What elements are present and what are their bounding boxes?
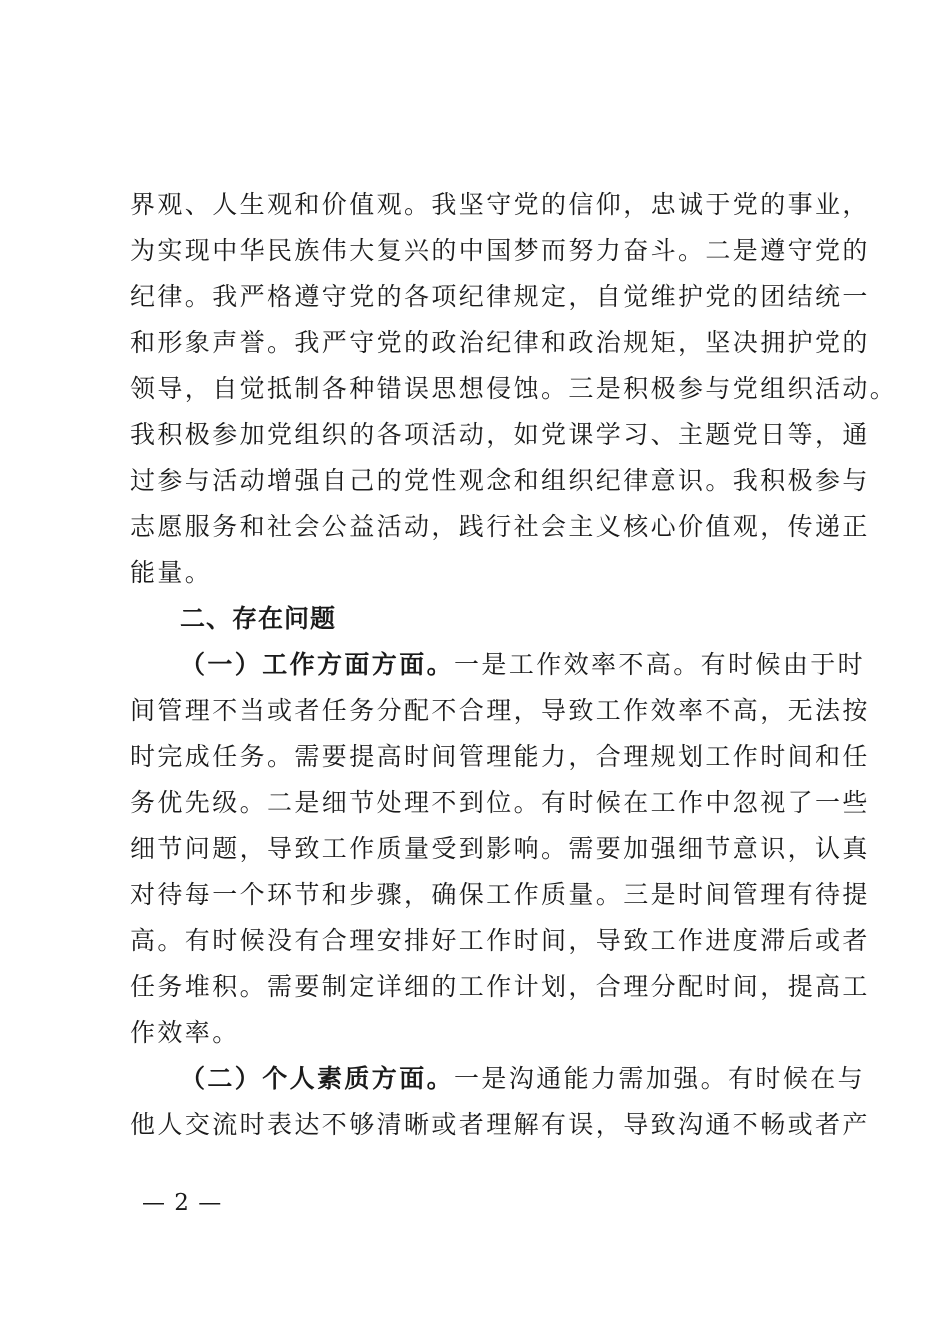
text-line: 对待每一个环节和步骤，确保工作质量。三是时间管理有待提	[130, 880, 870, 909]
paragraph-personal-quality	[130, 1056, 870, 1148]
text-line: 纪律。我严格遵守党的各项纪律规定，自觉维护党的团结统一	[130, 282, 870, 311]
text-line: 过参与活动增强自己的党性观念和组织纪律意识。我积极参与	[130, 466, 870, 495]
text-line: 任务堆积。需要制定详细的工作计划，合理分配时间，提高工	[130, 972, 870, 1001]
text-line: 我积极参加党组织的各项活动，如党课学习、主题党日等，通	[130, 420, 870, 449]
text-line: 他人交流时表达不够清晰或者理解有误，导致沟通不畅或者产	[130, 1110, 870, 1139]
text-line-first	[130, 642, 866, 688]
text-line: 时完成任务。需要提高时间管理能力，合理规划工作时间和任	[130, 742, 870, 771]
document-body	[130, 182, 898, 1148]
text-line: 为实现中华民族伟大复兴的中国梦而努力奋斗。二是遵守党的	[130, 236, 870, 265]
text-line: 界观、人生观和价值观。我坚守党的信仰，忠诚于党的事业，	[130, 190, 870, 219]
text-line: 领导，自觉抵制各种错误思想侵蚀。三是积极参与党组织活动。	[130, 374, 898, 403]
page-number: — 2 —	[142, 1190, 223, 1216]
paragraph-party-commitment	[130, 182, 898, 596]
text-line: 高。有时候没有合理安排好工作时间，导致工作进度滞后或者	[130, 926, 870, 955]
item-lead-work: （一）工作方面方面。	[180, 650, 455, 679]
text-line: 务优先级。二是细节处理不到位。有时候在工作中忽视了一些	[130, 788, 870, 817]
text-line: 作效率。	[130, 1018, 240, 1047]
text-line: 能量。	[130, 558, 213, 587]
item-first-line-rest: 一是工作效率不高。有时候由于时	[454, 650, 866, 679]
text-line: 间管理不当或者任务分配不合理，导致工作效率不高，无法按	[130, 696, 870, 725]
text-line: 志愿服务和社会公益活动，践行社会主义核心价值观，传递正	[130, 512, 870, 541]
paragraph-work-aspect	[130, 642, 870, 1056]
text-line: 细节问题，导致工作质量受到影响。需要加强细节意识，认真	[130, 834, 870, 863]
section-heading-problems: 二、存在问题	[180, 604, 337, 633]
text-line-first	[130, 1056, 866, 1102]
item-first-line-rest: 一是沟通能力需加强。有时候在与	[454, 1064, 866, 1093]
item-lead-personal: （二）个人素质方面。	[180, 1064, 455, 1093]
text-line: 和形象声誉。我严守党的政治纪律和政治规矩，坚决拥护党的	[130, 328, 870, 357]
